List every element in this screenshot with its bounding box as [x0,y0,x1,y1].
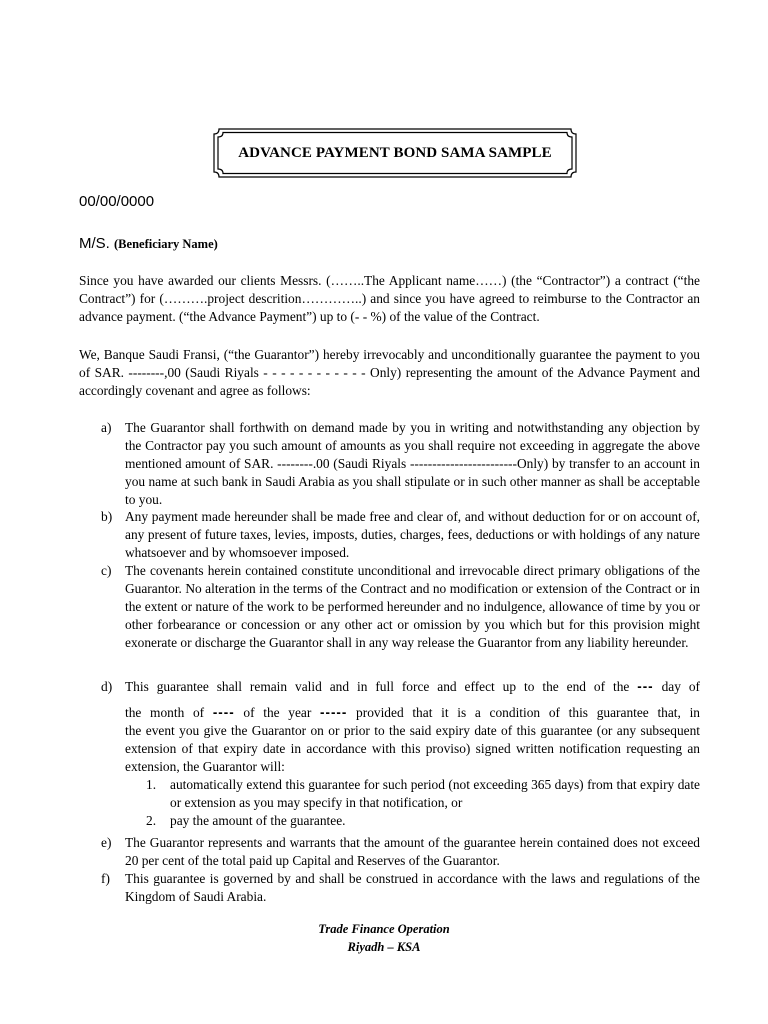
term-text: The Guarantor represents and warrants that the amount of the guarantee herein contained does not exceed 20 per cent of the total paid up Capital and Reserves of the Guarantor. [125,835,700,868]
term-text: The Guarantor shall forthwith on demand made by you in writing and notwithstanding any objection by the Contractor pay you such amount of amounts as you shall require not exceeding in aggregate the above mentioned amount of SAR. --------.00 (Saudi Riyals ------------------------Only) by transfer to an account in you name at such bank in Saudi Arabia as you shall stipulate or in such other manner as shall be acceptable to you. [125,420,700,507]
term-label: f) [101,871,110,886]
beneficiary-name: (Beneficiary Name) [114,237,218,251]
blank-month: ---- [212,705,235,720]
term-d-line2-b: of the year [234,705,321,720]
term-d-rest: the event you give the Guarantor on or prior to the said expiry date of this guarantee (or any subsequent extension of that expiry date in accordance with this proviso) signed written notification requesting an extension, the Guarantor will: [125,723,700,774]
term-text: This guarantee is governed by and shall be construed in accordance with the laws and regulations of the Kingdom of Saudi Arabia. [125,871,700,904]
document-date: 00/00/0000 [79,193,155,210]
term-text [125,678,700,776]
term-text: The covenants herein contained constitute unconditional and irrevocable direct primary obligations of the Guarantor. No alteration in the terms of the Contract and no modification or extension of the Contract or in the extent or nature of the work to be performed hereunder and no indulgence, allowance of time by you or other forbearance or concession or any other act or omission by you which but for this provision might exonerate or discharge the Guarantor shall in any way release the Guarantor from any liability hereunder. [125,563,700,650]
footer-department: Trade Finance Operation [318,922,450,936]
term-label: b) [101,509,113,524]
sub-item-number: 2. [146,813,157,828]
document-title: ADVANCE PAYMENT BOND SAMA SAMPLE [238,144,552,161]
footer [0,920,768,956]
recipient-prefix: M/S. [79,235,110,252]
term-label: e) [101,835,112,850]
footer-location: Riyadh – KSA [347,940,421,954]
term-text: Any payment made hereunder shall be made free and clear of, and without deduction for or on account of, any present of future taxes, levies, imposts, duties, charges, fees, deductions or with holdings of any nature whatsoever and by whomsoever imposed. [125,509,700,560]
sub-item-text: automatically extend this guarantee for such period (not exceeding 365 days) from that expiry date or extension as you may specify in that notification, or [170,777,700,810]
sub-item-text: pay the amount of the guarantee. [170,813,346,828]
blank-year: ----- [320,705,348,720]
term-d-line1-b: day of [653,679,700,694]
recipient-line [79,235,218,252]
term-label: d) [101,679,113,694]
intro-paragraph: Since you have awarded our clients Messrs. (……..The Applicant name……) (the “Contractor”) a contract (“the Contract”) for (……….project descrition…………..) and since you have agreed to reimburse to the Contractor an advance payment. (“the Advance Payment”) up to (- - %) of the value of the Contract. [79,273,700,324]
guarantee-paragraph: We, Banque Saudi Fransi, (“the Guarantor”) hereby irrevocably and unconditionally guarantee the payment to you of SAR. --------,00 (Saudi Riyals - - - - - - - - - - - - Only) representing the amount of the Advance Payment and accordingly covenant and agree as follows: [79,347,700,398]
term-d-line2-a: the month of [125,705,213,720]
term-d-line2-c: provided that it is a condition of this guarantee that, in [347,705,700,720]
term-label: c) [101,563,112,578]
blank-day: --- [637,679,654,694]
term-label: a) [101,420,112,435]
sub-item-number: 1. [146,777,157,792]
title-box [213,128,577,178]
term-d-line1-a: This guarantee shall remain valid and in full force and effect up to the end of the [125,679,638,694]
